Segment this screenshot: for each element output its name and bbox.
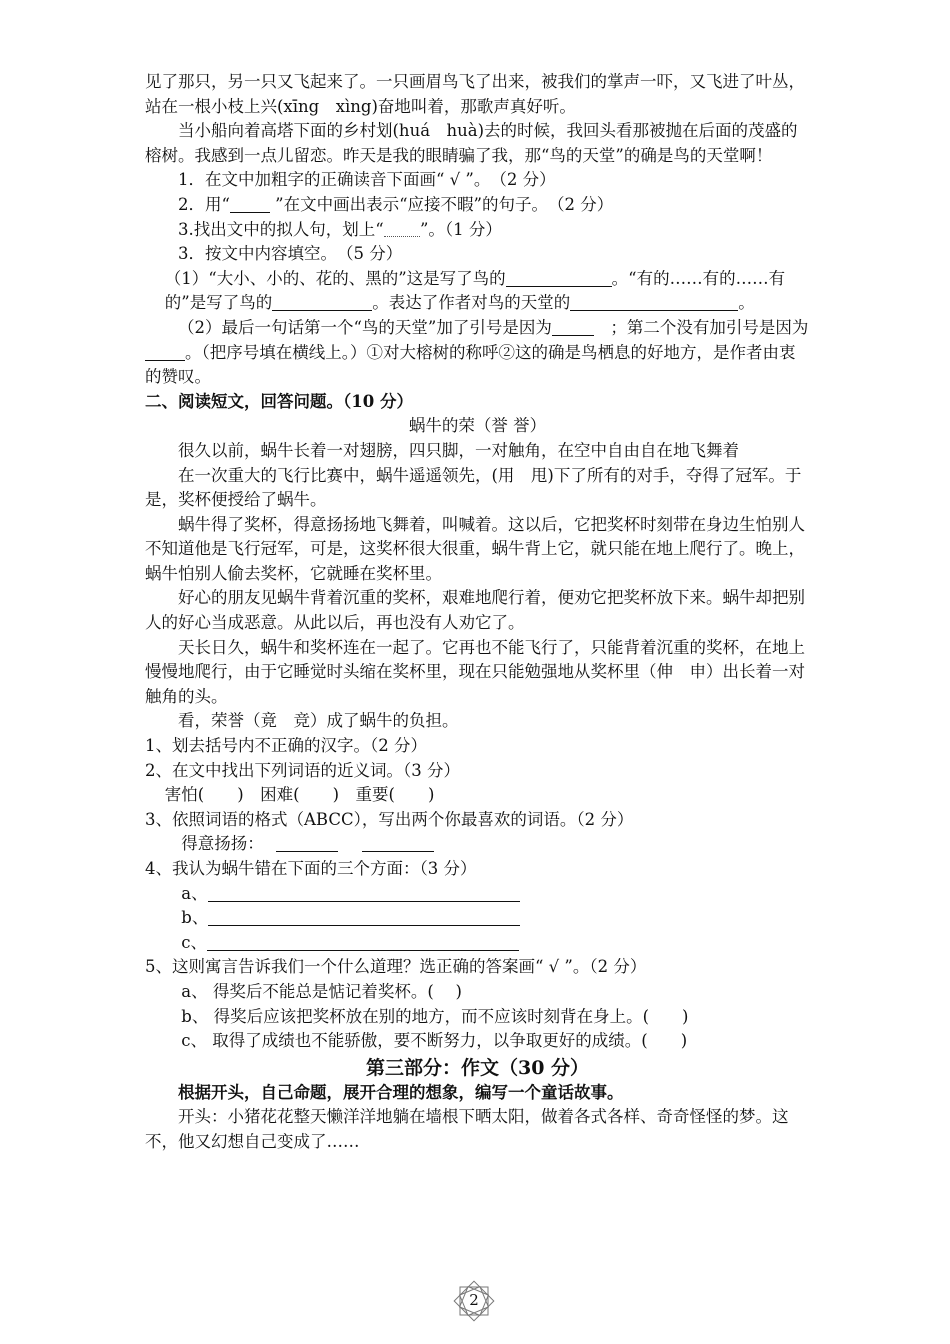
answer-line[interactable] xyxy=(208,884,520,902)
choice-c[interactable]: c、 取得了成绩也不能骄傲，要不断努力，以争取更好的成绩。( ) xyxy=(181,1031,688,1051)
question-4-2: （2）最后一句话第一个“鸟的天堂”加了引号是因为 ；第二个没有加引号是因为。（把序号填在横线上。）①对大榕树的称呼②这的确是鸟栖息的好地方，是作者由衷的赞叹。 xyxy=(145,317,809,387)
answer-blank[interactable] xyxy=(552,318,594,336)
synonym-items: 害怕( ) 困难( ) 重要( ) xyxy=(164,785,435,805)
answer-blank[interactable] xyxy=(272,294,372,312)
question-2: 2、在文中找出下列词语的近义词。（3 分） xyxy=(145,760,460,780)
question-2: 2．用“ ”在文中画出表示“应接不暇”的句子。 （2 分） xyxy=(178,194,614,214)
answer-line-c: c、 xyxy=(145,931,810,956)
story-paragraph: 好心的朋友见蜗牛背着沉重的奖杯，艰难地爬行着，便劝它把奖杯放下来。蜗牛却把别人的好心当成恶意。从此以后，再也没有人劝它了。 xyxy=(145,588,805,633)
choice-a[interactable]: a、 得奖后不能总是惦记着奖杯。( ) xyxy=(181,981,462,1001)
question-1: 1．在文中加粗字的正确读音下面画“ √ ”。 （2 分） xyxy=(178,170,556,190)
answer-blank[interactable] xyxy=(230,195,270,213)
exam-page xyxy=(145,70,810,1155)
answer-blank[interactable] xyxy=(570,294,698,312)
answer-line-b: b、 xyxy=(145,906,810,931)
answer-line[interactable] xyxy=(208,909,520,927)
question-4-1: （1）“大小、小的、花的、黑的”这是写了鸟的 。“有的……有的……有的”是写了鸟的 。表达了作者对鸟的天堂的 。 xyxy=(164,268,786,313)
composition-prompt: 根据开头，自己命题，展开合理的想象，编写一个童话故事。 xyxy=(178,1082,624,1102)
abcc-example: 得意扬扬： xyxy=(145,832,810,857)
page-number-badge xyxy=(451,1278,497,1324)
page-number: 2 xyxy=(469,1291,479,1309)
story-paragraph: 很久以前，蜗牛长着一对翅膀，四只脚，一对触角，在空中自由自在地飞舞着 xyxy=(178,440,739,460)
answer-blank[interactable] xyxy=(362,835,434,853)
wavy-line-mark xyxy=(384,221,420,237)
question-5: 5、这则寓言告诉我们一个什么道理？选正确的答案画“ √ ”。（2 分） xyxy=(145,957,647,977)
question-1: 1、划去括号内不正确的汉字。（2 分） xyxy=(145,736,427,756)
passage-paragraph: 当小船向着高塔下面的乡村划(huá huà)去的时候，我回头看那被抛在后面的茂盛的榕树。我感到一点儿留恋。昨天是我的眼睛骗了我，那“鸟的天堂”的确是鸟的天堂啊！ xyxy=(145,121,798,165)
passage-paragraph: 见了那只，另一只又飞起来了。一只画眉鸟飞了出来，被我们的掌声一吓，又飞进了叶丛，站在一根小枝上兴(xīng xìng)奋地叫着，那歌声真好听。 xyxy=(145,72,805,116)
answer-blank[interactable] xyxy=(506,269,612,287)
story-title: 蜗牛的荣（誉 誉） xyxy=(408,416,547,436)
answer-line[interactable] xyxy=(207,933,519,951)
question-4: 3．按文中内容填空。 （5 分） xyxy=(178,244,403,264)
answer-line-a: a、 xyxy=(145,882,810,907)
question-4: 4、我认为蜗牛错在下面的三个方面：（3 分） xyxy=(145,859,477,878)
story-paragraph: 看，荣誉（竟 竞）成了蜗牛的负担。 xyxy=(178,711,459,731)
story-paragraph: 蜗牛得了奖杯，得意扬扬地飞舞着，叫喊着。这以后，它把奖杯时刻带在身边生怕别人不知道他是飞行冠军，可是，这奖杯很大很重，蜗牛背上它，就只能在地上爬行了。晚上，蜗牛怕别人偷去奖杯，它就睡在奖杯里。 xyxy=(145,514,805,583)
question-3: 3.找出文中的拟人句，划上“ ”。（1 分） xyxy=(178,219,502,239)
answer-blank[interactable] xyxy=(276,835,338,853)
story-paragraph: 在一次重大的飞行比赛中，蜗牛遥遥领先，(用 甩)下了所有的对手，夺得了冠军。于是，奖杯便授给了蜗牛。 xyxy=(145,465,802,510)
composition-start: 开头：小猪花花整天懒洋洋地躺在墙根下晒太阳，做着各式各样、奇奇怪怪的梦。这不，他又幻想自己变成了…… xyxy=(145,1107,789,1151)
question-3: 3、依照词语的格式（ABCC），写出两个你最喜欢的词语。（2 分） xyxy=(145,809,634,829)
composition-heading: 第三部分：作文（30 分） xyxy=(365,1056,590,1079)
section-heading: 二、阅读短文，回答问题。（10 分） xyxy=(145,391,413,411)
answer-blank[interactable] xyxy=(145,343,185,361)
story-paragraph: 天长日久，蜗牛和奖杯连在一起了。它再也不能飞行了，只能背着沉重的奖杯，在地上慢慢地爬行，由于它睡觉时头缩在奖杯里，现在只能勉强地从奖杯里（伸 申）出长着一对触角的头。 xyxy=(145,637,805,706)
answer-blank[interactable] xyxy=(698,294,738,312)
choice-b[interactable]: b、 得奖后应该把奖杯放在别的地方，而不应该时刻背在身上。( ) xyxy=(181,1006,689,1026)
